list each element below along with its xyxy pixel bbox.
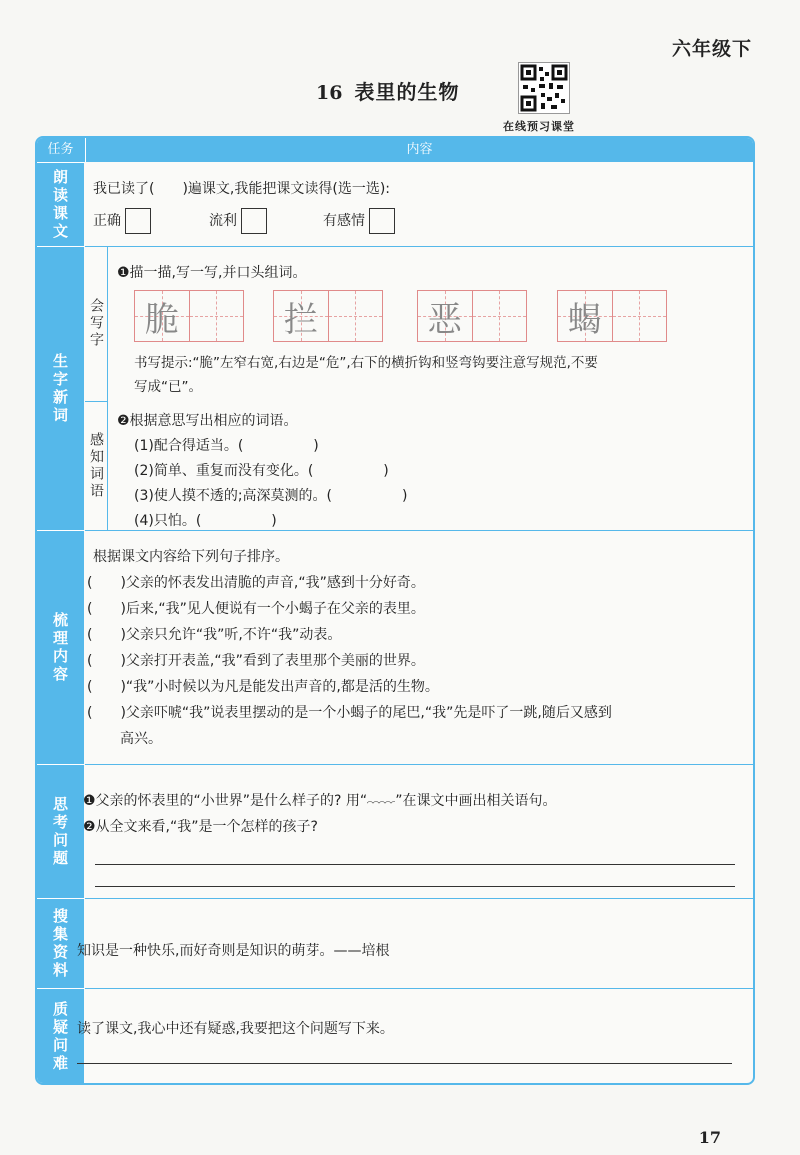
word-item[interactable]: (4)只怕。( ) <box>134 513 277 529</box>
trace-char: 恶 <box>427 299 462 340</box>
study-table <box>35 136 755 1085</box>
trace-char: 蝎 <box>567 299 602 340</box>
quote-text: 知识是一种快乐,而好奇则是知识的萌芽。——培根 <box>77 943 390 959</box>
question-1: ❶父亲的怀表里的“小世界”是什么样子的? 用“ ”在课文中画出相关语句。 <box>83 793 557 809</box>
label-material: 搜集资料 <box>37 898 84 989</box>
writing-grid[interactable] <box>134 290 244 342</box>
sort-item[interactable]: ( )父亲只允许“我”听,不许“我”动表。 <box>87 627 342 643</box>
page-number: 17 <box>698 1128 721 1147</box>
sort-item[interactable]: ( )后来,“我”见人便说有一个小蝎子在父亲的表里。 <box>87 601 425 617</box>
label-reading: 朗读课文 <box>37 162 84 247</box>
checkbox[interactable] <box>125 208 151 234</box>
lesson-heading <box>316 76 459 105</box>
doubt-prompt: 读了课文,我心中还有疑惑,我要把这个问题写下来。 <box>77 1021 394 1037</box>
word-item[interactable]: (3)使人摸不透的;高深莫测的。( ) <box>134 488 408 504</box>
writing-grid[interactable] <box>273 290 383 342</box>
answer-line[interactable] <box>95 864 735 865</box>
writing-grid[interactable] <box>417 290 527 342</box>
answer-line[interactable] <box>77 1063 732 1064</box>
writing-grid[interactable] <box>557 290 667 342</box>
question-2: ❷从全文来看,“我”是一个怎样的孩子? <box>83 819 318 835</box>
row-divider <box>85 898 753 899</box>
sort-item[interactable]: ( )父亲的怀表发出清脆的声音,“我”感到十分好奇。 <box>87 575 425 591</box>
writing-tip: 书写提示:“脆”左窄右宽,右边是“危”,右下的横折钩和竖弯钩要注意写规范,不要 <box>134 355 598 371</box>
label-sorting: 梳理内容 <box>37 530 84 765</box>
qr-code-icon[interactable] <box>518 62 570 114</box>
sort-item[interactable]: ( )“我”小时候以为凡是能发出声音的,都是活的生物。 <box>87 679 439 695</box>
task1-text: ❶描一描,写一写,并口头组词。 <box>117 265 307 281</box>
trace-char: 拦 <box>283 299 318 340</box>
sorting-instruction: 根据课文内容给下列句子排序。 <box>93 549 289 565</box>
sort-item[interactable]: ( )父亲吓唬“我”说表里摆动的是一个小蝎子的尾巴,“我”先是吓了一跳,随后又感到 <box>87 705 612 721</box>
row-divider <box>85 764 753 765</box>
option-correct[interactable]: 正确 <box>93 208 151 234</box>
sublabel-write: 会写字 <box>85 246 108 401</box>
label-thinking: 思考问题 <box>37 764 84 899</box>
checkbox[interactable] <box>369 208 395 234</box>
word-item[interactable]: (1)配合得适当。( ) <box>134 438 319 454</box>
row-divider <box>85 246 753 247</box>
sublabel-sense: 感知词语 <box>85 402 108 530</box>
header-content: 内容 <box>85 138 753 162</box>
wavy-underline-icon <box>367 797 395 805</box>
header-task: 任务 <box>47 142 74 157</box>
answer-line[interactable] <box>95 886 735 887</box>
option-fluent[interactable]: 流利 <box>209 208 267 234</box>
sort-item[interactable]: ( )父亲打开表盖,“我”看到了表里那个美丽的世界。 <box>87 653 425 669</box>
label-doubt: 质疑问难 <box>37 988 84 1084</box>
task2-text: ❷根据意思写出相应的词语。 <box>117 413 298 429</box>
row-divider <box>85 530 753 531</box>
table-header <box>37 138 753 162</box>
row-divider <box>85 988 753 989</box>
lesson-number: 16 <box>316 82 343 104</box>
sort-item-wrap: 高兴。 <box>120 731 162 747</box>
label-vocab: 生字新词 <box>37 246 84 531</box>
trace-char: 脆 <box>144 299 179 340</box>
checkbox[interactable] <box>241 208 267 234</box>
reading-line: 我已读了( )遍课文,我能把课文读得(选一选): <box>93 181 391 197</box>
option-expressive[interactable]: 有感情 <box>323 208 395 234</box>
grade-label: 六年级下 <box>671 38 752 60</box>
qr-label: 在线预习课堂 <box>503 120 575 133</box>
writing-tip-cont: 写成“已”。 <box>134 379 202 395</box>
lesson-title: 表里的生物 <box>354 80 460 104</box>
word-item[interactable]: (2)简单、重复而没有变化。( ) <box>134 463 389 479</box>
